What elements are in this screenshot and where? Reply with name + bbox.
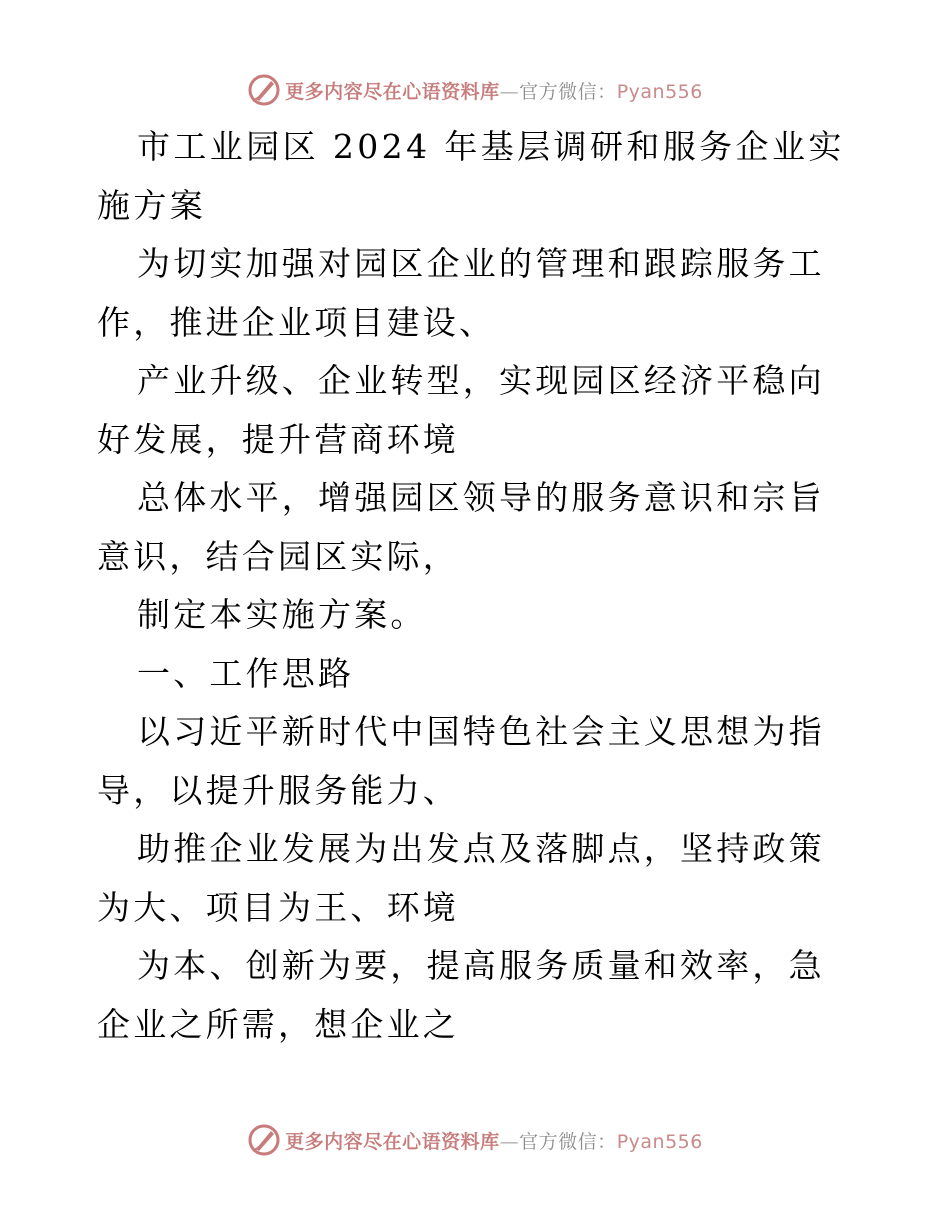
watermark-wechat-id: Pyan556 [616, 80, 703, 103]
watermark-text [285, 77, 703, 104]
quill-circle-logo-icon [247, 73, 281, 107]
paragraph-1: 为切实加强对园区企业的管理和跟踪服务工作，推进企业项目建设、 [97, 244, 825, 342]
paragraph-8: 为本、创新为要，提高服务质量和效率，急企业之所需，想企业之 [97, 946, 825, 1044]
paragraph-3: 总体水平，增强园区领导的服务意识和宗旨意识，结合园区实际， [97, 478, 825, 576]
header-watermark [0, 70, 950, 110]
watermark-separator: — [499, 1130, 520, 1153]
quill-circle-logo-icon [247, 1123, 281, 1157]
watermark-brand: 更多内容尽在心语资料库 [285, 80, 500, 103]
paragraph-2: 产业升级、企业转型，实现园区经济平稳向好发展，提升营商环境 [97, 361, 825, 459]
paragraph-7: 助推企业发展为出发点及落脚点，坚持政策为大、项目为王、环境 [97, 829, 825, 927]
watermark-brand: 更多内容尽在心语资料库 [285, 1130, 500, 1153]
document-title: 市工业园区 2024 年基层调研和服务企业实施方案 [97, 127, 845, 225]
section-heading-1: 一、工作思路 [137, 653, 355, 693]
watermark-label: 官方微信： [519, 1130, 617, 1153]
footer-watermark [0, 1120, 950, 1160]
watermark-label: 官方微信： [519, 80, 617, 103]
paragraph-6: 以习近平新时代中国特色社会主义思想为指导，以提升服务能力、 [97, 712, 825, 810]
watermark-separator: — [499, 80, 520, 103]
watermark-text [285, 1127, 703, 1154]
document-body [97, 118, 857, 1054]
paragraph-4: 制定本实施方案。 [137, 595, 427, 634]
watermark-wechat-id: Pyan556 [616, 1130, 703, 1153]
